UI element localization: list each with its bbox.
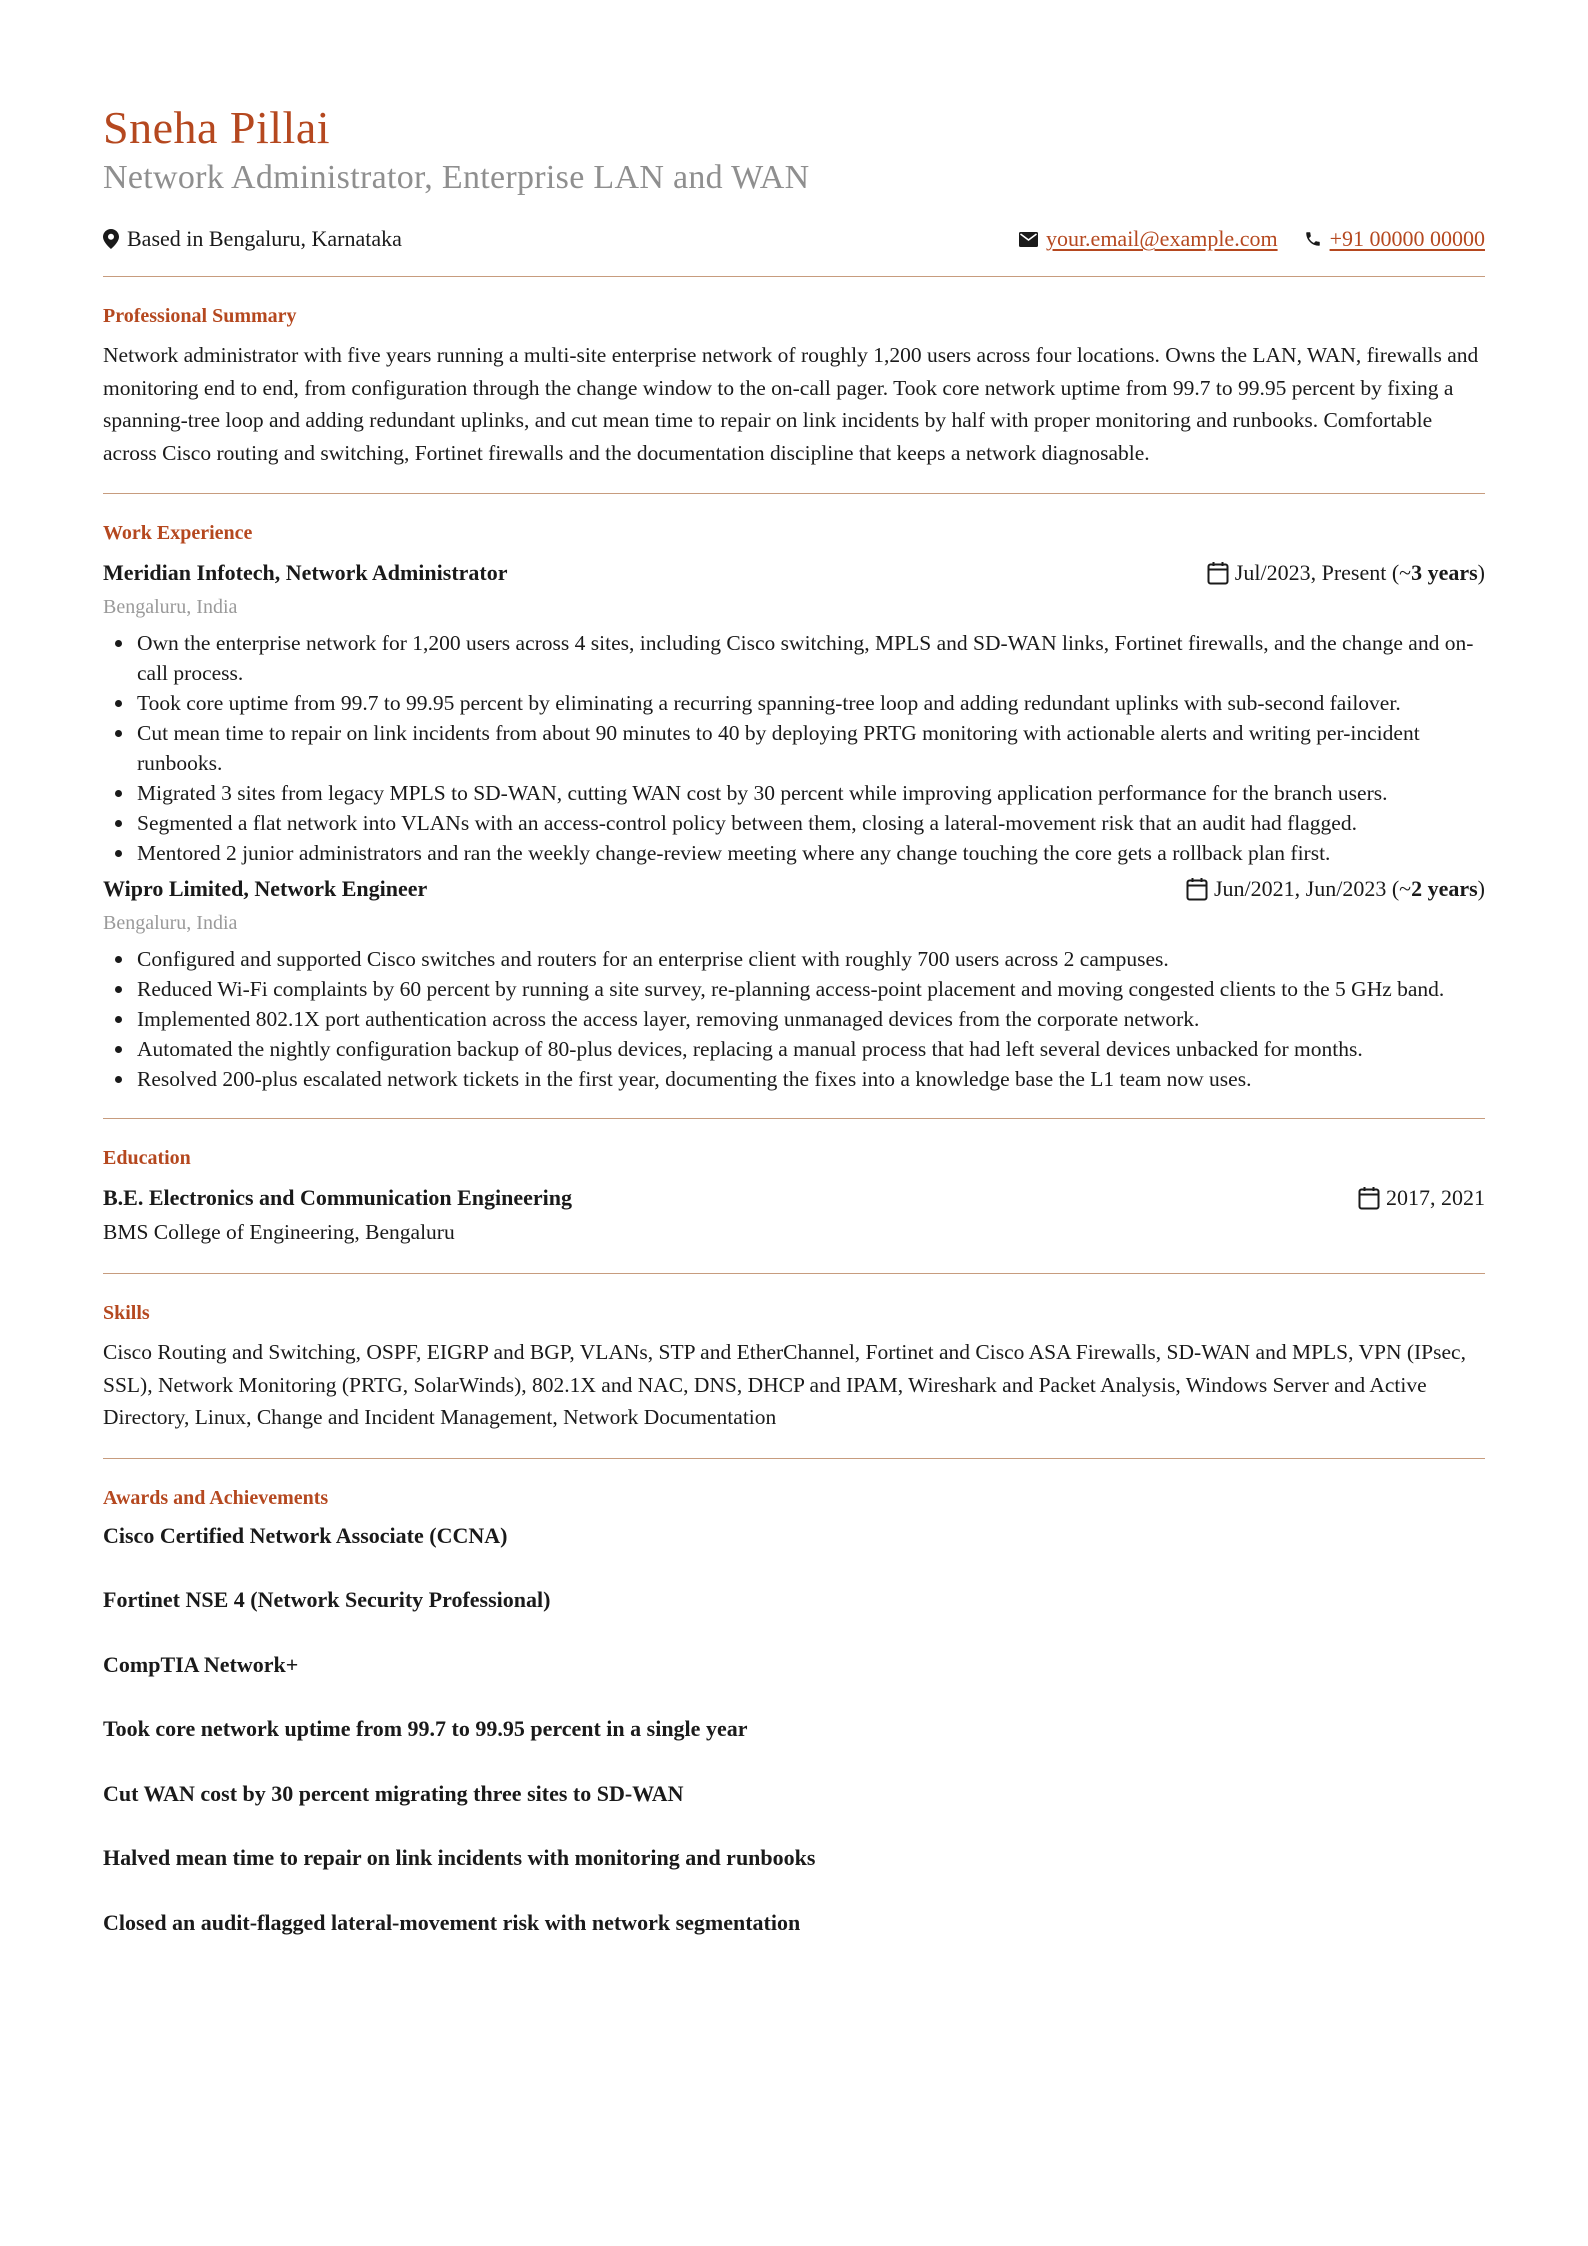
list-item: Implemented 802.1X port authentication across the access layer, removing unmanaged devices from the corporate network. — [103, 1004, 1485, 1034]
skills-text: Cisco Routing and Switching, OSPF, EIGRP and BGP, VLANs, STP and EtherChannel, Fortinet and Cisco ASA Firewalls, SD-WAN and MPLS, VPN (IPsec, SSL), Network Monitoring (PRTG, SolarWinds), 802.1X and NAC, DNS, DHCP and IPAM, Wireshark and Packet Analysis, Windows Server and Active Directory, Linux, Change and Incident Management, Network Documentation — [103, 1340, 1466, 1429]
job-bullets — [103, 628, 1485, 868]
skills-section — [103, 1274, 1485, 1458]
email-link[interactable]: your.email@example.com — [1045, 226, 1278, 251]
award-item: CompTIA Network+ — [103, 1651, 299, 1677]
job-date-range: Jul/2023, Present (~ — [1234, 560, 1412, 585]
job-role: Network Administrator — [285, 560, 508, 585]
section-title-awards: Awards and Achievements — [103, 1486, 329, 1509]
location-item — [103, 226, 402, 252]
list-item: Automated the nightly configuration backup of 80-plus devices, replacing a manual process that had left several devices unbacked for months. — [103, 1034, 1485, 1064]
list-item: Cut mean time to repair on link incidents from about 90 minutes to 40 by deploying PRTG monitoring with actionable alerts and writing per-incident runbooks. — [103, 718, 1485, 778]
degree-title: B.E. Electronics and Communication Engineering — [103, 1185, 572, 1210]
email-item[interactable] — [1019, 226, 1278, 252]
job-role: Network Engineer — [254, 876, 428, 901]
school-name: BMS College of Engineering, Bengaluru — [103, 1220, 455, 1244]
experience-section — [103, 494, 1485, 1118]
list-item: Migrated 3 sites from legacy MPLS to SD-WAN, cutting WAN cost by 30 percent while improving application performance for the branch users. — [103, 778, 1485, 808]
calendar-icon — [1358, 1186, 1380, 1210]
award-item: Fortinet NSE 4 (Network Security Professional) — [103, 1587, 551, 1612]
education-date-range: 2017, 2021 — [1386, 1185, 1485, 1210]
job-dates — [1186, 872, 1485, 906]
job-bullets — [103, 944, 1485, 1094]
summary-text: Network administrator with five years running a multi-site enterprise network of roughly 1,200 users across four locations. Owns the LAN, WAN, firewalls and monitoring end to end, from configuration through the change window to the on-call pager. Took core network uptime from 99.7 to 99.95 percent by fixing a spanning-tree loop and adding redundant uplinks, and cut mean time to repair on link incidents by half with proper monitoring and runbooks. Comfortable across Cisco routing and switching, Fortinet firewalls and the documentation discipline that keeps a network diagnosable. — [103, 343, 1479, 465]
list-item: Mentored 2 junior administrators and ran the weekly change-review meeting where any change touching the core gets a rollback plan first. — [103, 838, 1485, 868]
award-item: Took core network uptime from 99.7 to 99.95 percent in a single year — [103, 1716, 748, 1741]
job-location: Bengaluru, India — [103, 596, 238, 618]
awards-list — [103, 1521, 1485, 1938]
award-item: Halved mean time to repair on link incidents with monitoring and runbooks — [103, 1845, 816, 1870]
education-section — [103, 1119, 1485, 1273]
envelope-icon — [1019, 232, 1038, 247]
job-duration: 3 years — [1411, 560, 1478, 585]
job-company: Meridian Infotech — [103, 560, 275, 585]
job-duration: 2 years — [1411, 876, 1478, 901]
list-item: Configured and supported Cisco switches and routers for an enterprise client with roughly 700 users across 2 campuses. — [103, 944, 1485, 974]
award-item: Closed an audit-flagged lateral-movement risk with network segmentation — [103, 1909, 801, 1935]
education-dates — [1358, 1181, 1485, 1215]
job-date-close: ) — [1477, 560, 1485, 585]
job-date-range: Jun/2021, Jun/2023 (~ — [1214, 876, 1412, 901]
calendar-icon — [1186, 877, 1208, 901]
job-location: Bengaluru, India — [103, 912, 238, 934]
calendar-icon — [1207, 561, 1229, 585]
section-title-experience: Work Experience — [103, 522, 253, 544]
phone-item[interactable] — [1304, 226, 1485, 252]
section-title-skills: Skills — [103, 1302, 150, 1324]
awards-section — [103, 1459, 1485, 1962]
list-item: Reduced Wi-Fi complaints by 60 percent by running a site survey, re-planning access-point placement and moving congested clients to the 5 GHz band. — [103, 974, 1485, 1004]
summary-section — [103, 277, 1485, 493]
job-title-separator: , — [274, 560, 286, 585]
job-title-separator: , — [243, 876, 255, 901]
job-title — [103, 556, 508, 590]
award-item: Cisco Certified Network Associate (CCNA) — [103, 1522, 508, 1548]
job-date-close: ) — [1477, 876, 1485, 901]
job-entry — [103, 872, 1485, 1094]
job-dates — [1207, 556, 1485, 590]
phone-icon — [1304, 230, 1322, 248]
resume-header — [103, 100, 1485, 254]
award-item: Cut WAN cost by 30 percent migrating three sites to SD-WAN — [103, 1780, 684, 1806]
map-pin-icon — [103, 229, 119, 249]
contact-row — [103, 224, 1485, 254]
candidate-headline: Network Administrator, Enterprise LAN and WAN — [103, 159, 810, 196]
job-entry — [103, 556, 1485, 868]
candidate-name: Sneha Pillai — [103, 102, 331, 153]
section-title-summary: Professional Summary — [103, 305, 297, 327]
list-item: Own the enterprise network for 1,200 users across 4 sites, including Cisco switching, MPLS and SD-WAN links, Fortinet firewalls, and the change and on-call process. — [103, 628, 1485, 688]
job-title — [103, 872, 427, 906]
section-title-education: Education — [103, 1147, 191, 1169]
phone-link[interactable]: +91 00000 00000 — [1329, 226, 1485, 251]
location-text: Based in Bengaluru, Karnataka — [127, 226, 402, 251]
list-item: Took core uptime from 99.7 to 99.95 percent by eliminating a recurring spanning-tree loop and adding redundant uplinks with sub-second failover. — [103, 688, 1485, 718]
list-item: Segmented a flat network into VLANs with an access-control policy between them, closing a lateral-movement risk that an audit had flagged. — [103, 808, 1485, 838]
job-company: Wipro Limited — [103, 876, 244, 901]
list-item: Resolved 200-plus escalated network tickets in the first year, documenting the fixes into a knowledge base the L1 team now uses. — [103, 1064, 1485, 1094]
